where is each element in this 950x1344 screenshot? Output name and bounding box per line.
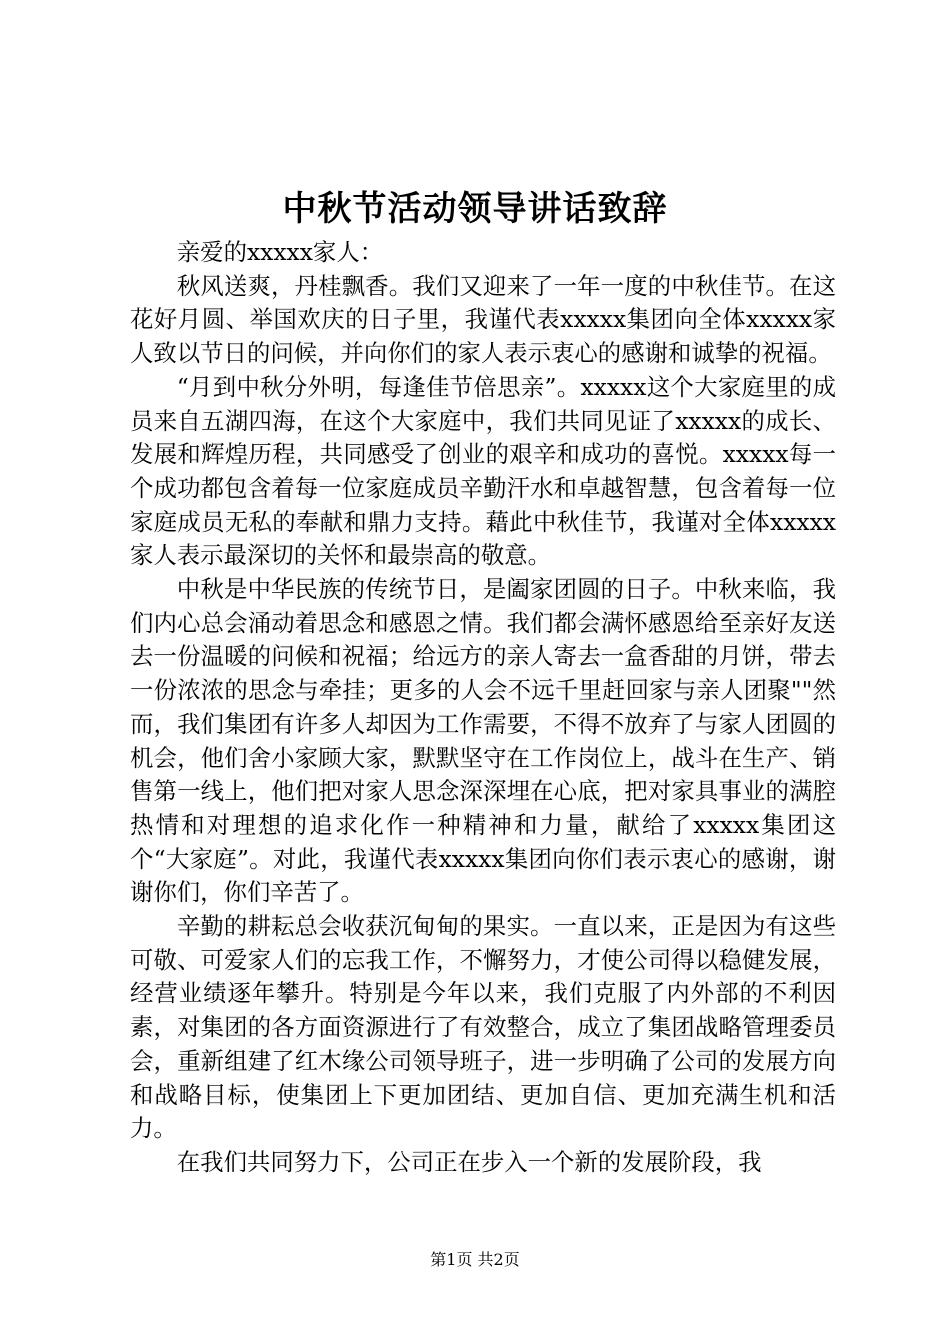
salutation: 亲爱的xxxxx家人： (176, 238, 384, 266)
page-footer: 第1页 共2页 (430, 1250, 520, 1269)
document-body (130, 236, 836, 1180)
paragraph-2: “月到中秋分外明，每逢佳节倍思亲”。xxxxx这个大家庭里的成员来自五湖四海，在这个大家庭中，我们共同见证了xxxxx的成长、发展和辉煌历程，共同感受了创业的艰辛和成功的喜悦。xxxxx每一个成功都包含着每一位家庭成员辛勤汗水和卓越智慧，包含着每一位家庭成员无私的奉献和鼎力支持。藉此中秋佳节，我谨对全体xxxxx家人表示最深切的关怀和最崇高的敬意。 (130, 372, 836, 570)
page-title: 中秋节活动领导讲话致辞 (282, 189, 668, 229)
paragraph-5: 在我们共同努力下，公司正在步入一个新的发展阶段，我 (176, 1147, 762, 1176)
paragraph-4: 辛勤的耕耘总会收获沉甸甸的果实。一直以来，正是因为有这些可敬、可爱家人们的忘我工作，不懈努力，才使公司得以稳健发展，经营业绩逐年攀升。特别是今年以来，我们克服了内外部的不利因素，对集团的各方面资源进行了有效整合，成立了集团战略管理委员会，重新组建了红木缘公司领导班子，进一步明确了公司的发展方向和战略目标，使集团上下更加团结、更加自信、更加充满生机和活力。 (130, 912, 836, 1143)
paragraph-1: 秋风送爽，丹桂飘香。我们又迎来了一年一度的中秋佳节。在这花好月圆、举国欢庆的日子里，我谨代表xxxxx集团向全体xxxxx家人致以节日的问候，并向你们的家人表示衷心的感谢和诚挚的祝福。 (130, 271, 836, 368)
paragraph-3: 中秋是中华民族的传统节日，是阖家团圆的日子。中秋来临，我们内心总会涌动着思念和感恩之情。我们都会满怀感恩给至亲好友送去一份温暖的问候和祝福；给远方的亲人寄去一盒香甜的月饼，带去一份浓浓的思念与牵挂；更多的人会不远千里赶回家与亲人团聚""然而，我们集团有许多人却因为工作需要，不得不放弃了与家人团圆的机会，他们舍小家顾大家，默默坚守在工作岗位上，战斗在生产、销售第一线上，他们把对家人思念深深埋在心底，把对家具事业的满腔热情和对理想的追求化作一种精神和力量，献给了xxxxx集团这个“大家庭”。对此，我谨代表xxxxx集团向你们表示衷心的感谢，谢谢你们，你们辛苦了。 (130, 575, 836, 907)
